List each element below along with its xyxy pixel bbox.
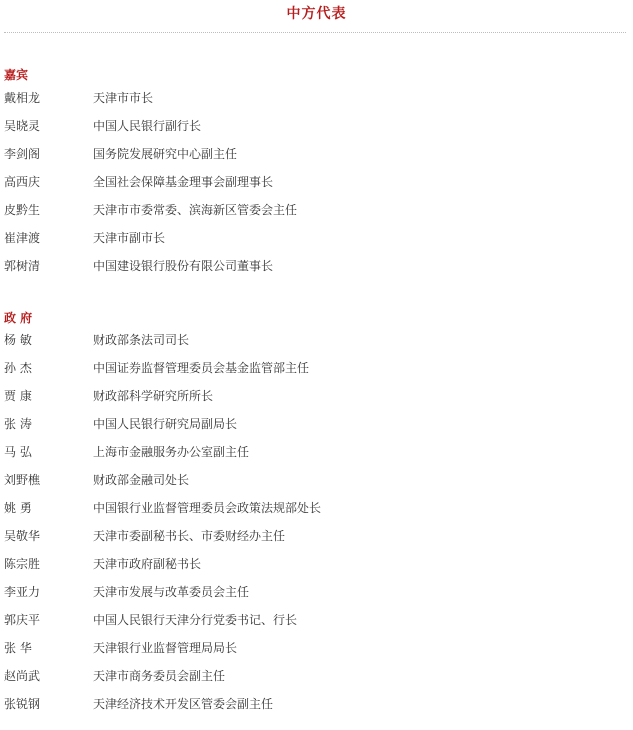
list-item	[4, 171, 624, 199]
page-title: 中方代表	[286, 6, 347, 22]
list-item	[4, 199, 624, 227]
list-item	[4, 469, 624, 497]
member-name: 郭庆平	[4, 613, 41, 627]
list-item	[4, 525, 624, 553]
member-title: 国务院发展研究中心副主任	[93, 147, 238, 161]
member-title: 财政部条法司司长	[93, 333, 190, 347]
member-name: 张锐钢	[4, 697, 41, 711]
member-title: 天津银行业监督管理局局长	[93, 641, 238, 655]
member-title: 中国人民银行研究局副局长	[93, 417, 238, 431]
list-item	[4, 441, 624, 469]
member-name: 贾 康	[4, 389, 32, 403]
list-item	[4, 385, 624, 413]
member-name: 张 华	[4, 641, 32, 655]
member-name: 姚 勇	[4, 501, 32, 515]
member-name: 吴晓灵	[4, 119, 41, 133]
member-title: 财政部金融司处长	[93, 473, 190, 487]
list-item	[4, 497, 624, 525]
member-title: 中国银行业监督管理委员会政策法规部处长	[93, 501, 322, 515]
member-name: 杨 敏	[4, 333, 32, 347]
member-title: 全国社会保障基金理事会副理事长	[93, 175, 274, 189]
list-item	[4, 329, 624, 357]
section-heading-guests: 嘉宾	[4, 68, 29, 82]
government-list	[4, 329, 624, 721]
member-name: 郭树清	[4, 259, 41, 273]
member-name: 戴相龙	[4, 91, 41, 105]
list-item	[4, 609, 624, 637]
list-item	[4, 255, 624, 283]
list-item	[4, 227, 624, 255]
member-name: 李亚力	[4, 585, 41, 599]
member-title: 天津市副市长	[93, 231, 166, 245]
member-name: 陈宗胜	[4, 557, 41, 571]
member-title: 中国人民银行天津分行党委书记、行长	[93, 613, 298, 627]
member-name: 马 弘	[4, 445, 32, 459]
title-divider	[4, 32, 626, 33]
member-title: 天津市商务委员会副主任	[93, 669, 226, 683]
member-title: 财政部科学研究所所长	[93, 389, 214, 403]
list-item	[4, 665, 624, 693]
member-title: 中国人民银行副行长	[93, 119, 202, 133]
member-title: 中国建设银行股份有限公司董事长	[93, 259, 274, 273]
list-item	[4, 637, 624, 665]
member-name: 李剑阁	[4, 147, 41, 161]
member-title: 中国证券监督管理委员会基金监管部主任	[93, 361, 310, 375]
list-item	[4, 87, 624, 115]
list-item	[4, 413, 624, 441]
list-item	[4, 553, 624, 581]
list-item	[4, 143, 624, 171]
member-title: 天津市市委常委、滨海新区管委会主任	[93, 203, 298, 217]
member-name: 孙 杰	[4, 361, 32, 375]
member-name: 高西庆	[4, 175, 41, 189]
list-item	[4, 115, 624, 143]
section-heading-government: 政 府	[4, 311, 33, 325]
member-title: 天津市发展与改革委员会主任	[93, 585, 250, 599]
guests-list	[4, 87, 624, 283]
member-title: 天津经济技术开发区管委会副主任	[93, 697, 274, 711]
list-item	[4, 693, 624, 721]
member-name: 崔津渡	[4, 231, 41, 245]
member-title: 天津市委副秘书长、市委财经办主任	[93, 529, 286, 543]
member-name: 皮黔生	[4, 203, 41, 217]
member-name: 刘野樵	[4, 473, 41, 487]
list-item	[4, 581, 624, 609]
member-title: 天津市市长	[93, 91, 154, 105]
member-title: 天津市政府副秘书长	[93, 557, 202, 571]
member-name: 吴敬华	[4, 529, 41, 543]
member-title: 上海市金融服务办公室副主任	[93, 445, 250, 459]
member-name: 张 涛	[4, 417, 32, 431]
member-name: 赵尚武	[4, 669, 41, 683]
list-item	[4, 357, 624, 385]
